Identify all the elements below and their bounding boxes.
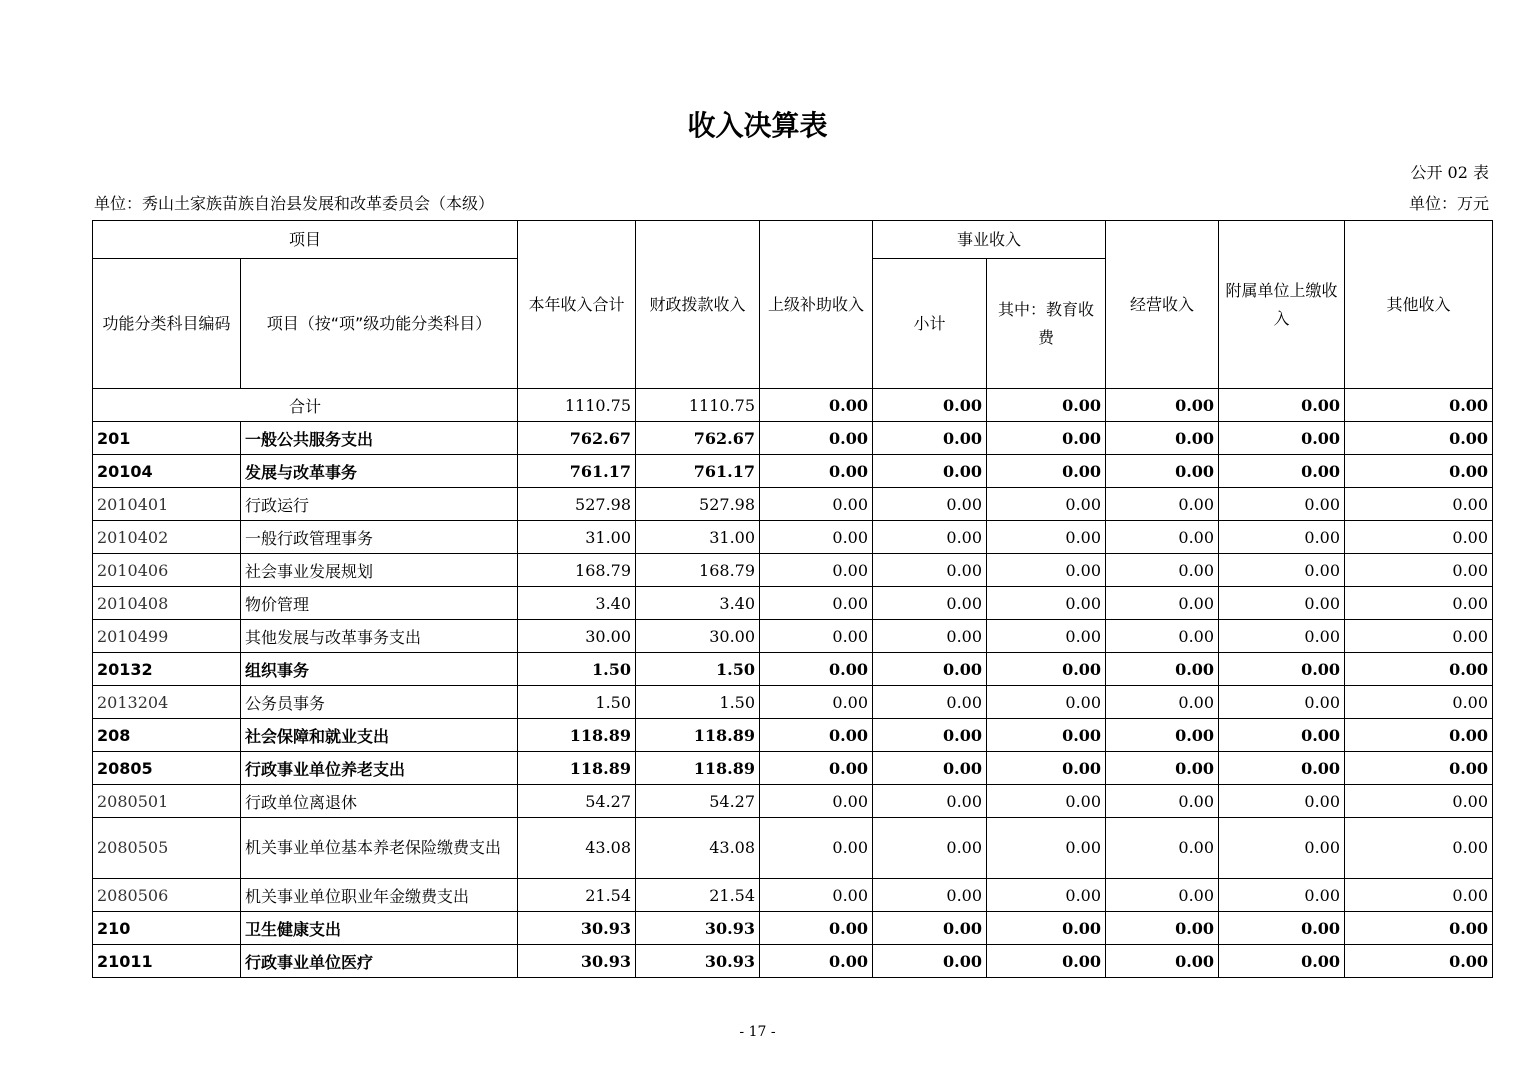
row-value: 0.00 bbox=[760, 521, 873, 554]
header-func-code: 功能分类科目编码 bbox=[93, 259, 241, 389]
header-affiliated: 附属单位上缴收入 bbox=[1219, 221, 1345, 389]
header-fiscal: 财政拨款收入 bbox=[636, 221, 760, 389]
total-cell: 0.00 bbox=[1106, 389, 1219, 422]
row-value: 0.00 bbox=[873, 422, 987, 455]
row-value: 0.00 bbox=[1219, 719, 1345, 752]
row-value: 0.00 bbox=[1106, 879, 1219, 912]
row-value: 0.00 bbox=[1219, 587, 1345, 620]
row-value: 0.00 bbox=[873, 719, 987, 752]
table-row bbox=[93, 785, 1493, 818]
row-value: 30.93 bbox=[636, 945, 760, 978]
row-value: 0.00 bbox=[760, 785, 873, 818]
row-value: 0.00 bbox=[1345, 818, 1493, 879]
row-value: 0.00 bbox=[1345, 752, 1493, 785]
table-row bbox=[93, 587, 1493, 620]
row-value: 0.00 bbox=[1345, 686, 1493, 719]
row-code: 201 bbox=[93, 422, 241, 455]
row-value: 0.00 bbox=[1106, 945, 1219, 978]
table-row bbox=[93, 620, 1493, 653]
currency-unit: 单位：万元 bbox=[1408, 194, 1489, 213]
total-label: 合计 bbox=[93, 389, 518, 422]
row-value: 0.00 bbox=[760, 945, 873, 978]
header-total: 本年收入合计 bbox=[518, 221, 636, 389]
row-value: 0.00 bbox=[1106, 620, 1219, 653]
row-value: 0.00 bbox=[987, 653, 1106, 686]
row-name: 社会保障和就业支出 bbox=[241, 719, 518, 752]
row-value: 0.00 bbox=[1219, 455, 1345, 488]
row-value: 0.00 bbox=[1106, 554, 1219, 587]
row-value: 30.93 bbox=[518, 912, 636, 945]
row-code: 2010499 bbox=[93, 620, 241, 653]
row-value: 31.00 bbox=[518, 521, 636, 554]
row-value: 0.00 bbox=[760, 488, 873, 521]
row-value: 0.00 bbox=[1219, 686, 1345, 719]
row-value: 0.00 bbox=[873, 912, 987, 945]
row-name: 机关事业单位职业年金缴费支出 bbox=[241, 879, 518, 912]
row-value: 0.00 bbox=[1106, 912, 1219, 945]
row-name: 行政运行 bbox=[241, 488, 518, 521]
total-cell: 1110.75 bbox=[518, 389, 636, 422]
row-value: 0.00 bbox=[987, 488, 1106, 521]
row-value: 0.00 bbox=[1219, 620, 1345, 653]
table-row bbox=[93, 818, 1493, 879]
row-value: 0.00 bbox=[760, 752, 873, 785]
table-row bbox=[93, 752, 1493, 785]
row-value: 118.89 bbox=[518, 719, 636, 752]
total-cell: 0.00 bbox=[873, 389, 987, 422]
row-value: 0.00 bbox=[1219, 785, 1345, 818]
table-row bbox=[93, 686, 1493, 719]
row-value: 3.40 bbox=[636, 587, 760, 620]
row-value: 0.00 bbox=[987, 752, 1106, 785]
row-value: 0.00 bbox=[873, 785, 987, 818]
row-value: 0.00 bbox=[873, 686, 987, 719]
row-value: 0.00 bbox=[760, 455, 873, 488]
table-row bbox=[93, 879, 1493, 912]
row-value: 0.00 bbox=[873, 554, 987, 587]
row-value: 118.89 bbox=[518, 752, 636, 785]
table-row bbox=[93, 912, 1493, 945]
row-name: 一般行政管理事务 bbox=[241, 521, 518, 554]
table-row bbox=[93, 422, 1493, 455]
row-value: 43.08 bbox=[636, 818, 760, 879]
total-cell: 0.00 bbox=[1219, 389, 1345, 422]
total-row bbox=[93, 389, 1493, 422]
row-value: 0.00 bbox=[1106, 752, 1219, 785]
row-value: 0.00 bbox=[873, 752, 987, 785]
row-value: 0.00 bbox=[1219, 945, 1345, 978]
row-value: 0.00 bbox=[1345, 912, 1493, 945]
table-row bbox=[93, 455, 1493, 488]
row-value: 0.00 bbox=[987, 521, 1106, 554]
header-subtotal: 小计 bbox=[873, 259, 987, 389]
row-value: 0.00 bbox=[1219, 818, 1345, 879]
row-value: 0.00 bbox=[760, 554, 873, 587]
row-name: 行政事业单位养老支出 bbox=[241, 752, 518, 785]
row-value: 0.00 bbox=[873, 455, 987, 488]
form-number: 公开 02 表 bbox=[1410, 163, 1489, 182]
header-business: 事业收入 bbox=[873, 221, 1106, 259]
row-value: 21.54 bbox=[518, 879, 636, 912]
row-value: 0.00 bbox=[760, 818, 873, 879]
row-value: 30.93 bbox=[518, 945, 636, 978]
row-value: 31.00 bbox=[636, 521, 760, 554]
row-value: 0.00 bbox=[987, 719, 1106, 752]
row-name: 社会事业发展规划 bbox=[241, 554, 518, 587]
row-value: 0.00 bbox=[760, 719, 873, 752]
row-value: 0.00 bbox=[987, 422, 1106, 455]
row-code: 20104 bbox=[93, 455, 241, 488]
row-value: 0.00 bbox=[987, 554, 1106, 587]
row-code: 21011 bbox=[93, 945, 241, 978]
row-code: 2010402 bbox=[93, 521, 241, 554]
row-value: 0.00 bbox=[873, 488, 987, 521]
row-value: 0.00 bbox=[1219, 521, 1345, 554]
table-row bbox=[93, 554, 1493, 587]
row-value: 168.79 bbox=[518, 554, 636, 587]
row-value: 118.89 bbox=[636, 719, 760, 752]
row-value: 0.00 bbox=[1219, 879, 1345, 912]
header-item-name: 项目（按“项”级功能分类科目） bbox=[241, 259, 518, 389]
row-value: 0.00 bbox=[1106, 653, 1219, 686]
row-value: 0.00 bbox=[1219, 422, 1345, 455]
row-value: 0.00 bbox=[760, 879, 873, 912]
row-value: 762.67 bbox=[636, 422, 760, 455]
row-code: 210 bbox=[93, 912, 241, 945]
row-value: 0.00 bbox=[760, 653, 873, 686]
row-name: 行政事业单位医疗 bbox=[241, 945, 518, 978]
row-name: 组织事务 bbox=[241, 653, 518, 686]
row-name: 机关事业单位基本养老保险缴费支出 bbox=[241, 818, 518, 879]
row-value: 0.00 bbox=[987, 879, 1106, 912]
row-value: 0.00 bbox=[1106, 455, 1219, 488]
row-value: 0.00 bbox=[873, 818, 987, 879]
row-value: 0.00 bbox=[1345, 879, 1493, 912]
row-name: 卫生健康支出 bbox=[241, 912, 518, 945]
row-value: 0.00 bbox=[1345, 945, 1493, 978]
row-code: 2080501 bbox=[93, 785, 241, 818]
table-row bbox=[93, 521, 1493, 554]
row-value: 0.00 bbox=[760, 620, 873, 653]
total-cell: 0.00 bbox=[1345, 389, 1493, 422]
row-value: 0.00 bbox=[1219, 488, 1345, 521]
row-value: 0.00 bbox=[873, 879, 987, 912]
row-name: 行政单位离退休 bbox=[241, 785, 518, 818]
header-education: 其中：教育收费 bbox=[987, 259, 1106, 389]
row-value: 0.00 bbox=[1345, 719, 1493, 752]
table-row bbox=[93, 488, 1493, 521]
header-superior: 上级补助收入 bbox=[760, 221, 873, 389]
row-value: 43.08 bbox=[518, 818, 636, 879]
row-code: 2080505 bbox=[93, 818, 241, 879]
row-value: 118.89 bbox=[636, 752, 760, 785]
total-cell: 0.00 bbox=[760, 389, 873, 422]
row-value: 1.50 bbox=[636, 686, 760, 719]
row-value: 0.00 bbox=[1345, 455, 1493, 488]
row-value: 0.00 bbox=[1106, 719, 1219, 752]
row-value: 527.98 bbox=[518, 488, 636, 521]
row-value: 0.00 bbox=[760, 686, 873, 719]
row-value: 0.00 bbox=[1106, 818, 1219, 879]
row-code: 20132 bbox=[93, 653, 241, 686]
row-code: 2013204 bbox=[93, 686, 241, 719]
row-code: 2010406 bbox=[93, 554, 241, 587]
row-code: 2010401 bbox=[93, 488, 241, 521]
row-value: 0.00 bbox=[1345, 488, 1493, 521]
row-name: 公务员事务 bbox=[241, 686, 518, 719]
row-value: 0.00 bbox=[1106, 587, 1219, 620]
row-name: 发展与改革事务 bbox=[241, 455, 518, 488]
row-value: 30.00 bbox=[636, 620, 760, 653]
row-value: 761.17 bbox=[636, 455, 760, 488]
row-value: 0.00 bbox=[1345, 620, 1493, 653]
row-value: 21.54 bbox=[636, 879, 760, 912]
row-value: 0.00 bbox=[1219, 912, 1345, 945]
header-other: 其他收入 bbox=[1345, 221, 1493, 389]
row-value: 0.00 bbox=[873, 945, 987, 978]
row-value: 0.00 bbox=[1106, 521, 1219, 554]
table-row bbox=[93, 945, 1493, 978]
page-number: - 17 - bbox=[739, 1024, 776, 1040]
header-project: 项目 bbox=[93, 221, 518, 259]
row-value: 54.27 bbox=[518, 785, 636, 818]
row-value: 0.00 bbox=[1219, 653, 1345, 686]
row-value: 0.00 bbox=[1219, 752, 1345, 785]
row-value: 0.00 bbox=[987, 818, 1106, 879]
row-value: 0.00 bbox=[1106, 785, 1219, 818]
row-value: 0.00 bbox=[760, 587, 873, 620]
row-value: 3.40 bbox=[518, 587, 636, 620]
row-value: 0.00 bbox=[1219, 554, 1345, 587]
row-value: 1.50 bbox=[518, 653, 636, 686]
row-code: 208 bbox=[93, 719, 241, 752]
row-value: 0.00 bbox=[873, 653, 987, 686]
row-name: 物价管理 bbox=[241, 587, 518, 620]
row-code: 20805 bbox=[93, 752, 241, 785]
header-operating: 经营收入 bbox=[1106, 221, 1219, 389]
row-value: 1.50 bbox=[518, 686, 636, 719]
row-value: 0.00 bbox=[873, 521, 987, 554]
row-value: 0.00 bbox=[987, 912, 1106, 945]
page-title: 收入决算表 bbox=[687, 109, 828, 142]
organization-unit: 单位：秀山土家族苗族自治县发展和改革委员会（本级） bbox=[94, 194, 495, 213]
row-value: 0.00 bbox=[760, 912, 873, 945]
row-value: 1.50 bbox=[636, 653, 760, 686]
row-value: 0.00 bbox=[873, 587, 987, 620]
table-row bbox=[93, 719, 1493, 752]
total-cell: 0.00 bbox=[987, 389, 1106, 422]
row-value: 0.00 bbox=[987, 587, 1106, 620]
row-value: 0.00 bbox=[987, 945, 1106, 978]
row-value: 0.00 bbox=[1106, 488, 1219, 521]
row-name: 其他发展与改革事务支出 bbox=[241, 620, 518, 653]
total-cell: 1110.75 bbox=[636, 389, 760, 422]
row-value: 54.27 bbox=[636, 785, 760, 818]
row-value: 0.00 bbox=[987, 620, 1106, 653]
income-table bbox=[92, 220, 1493, 978]
row-value: 0.00 bbox=[987, 785, 1106, 818]
row-value: 0.00 bbox=[1106, 686, 1219, 719]
row-value: 0.00 bbox=[987, 455, 1106, 488]
row-value: 0.00 bbox=[760, 422, 873, 455]
row-value: 0.00 bbox=[1345, 422, 1493, 455]
row-value: 0.00 bbox=[1345, 785, 1493, 818]
row-value: 0.00 bbox=[1345, 521, 1493, 554]
row-value: 0.00 bbox=[1106, 422, 1219, 455]
row-value: 0.00 bbox=[1345, 554, 1493, 587]
row-value: 527.98 bbox=[636, 488, 760, 521]
row-value: 30.00 bbox=[518, 620, 636, 653]
row-value: 0.00 bbox=[1345, 653, 1493, 686]
row-value: 0.00 bbox=[873, 620, 987, 653]
row-name: 一般公共服务支出 bbox=[241, 422, 518, 455]
row-value: 0.00 bbox=[1345, 587, 1493, 620]
row-value: 0.00 bbox=[987, 686, 1106, 719]
table-row bbox=[93, 653, 1493, 686]
row-code: 2080506 bbox=[93, 879, 241, 912]
row-value: 168.79 bbox=[636, 554, 760, 587]
row-value: 762.67 bbox=[518, 422, 636, 455]
row-code: 2010408 bbox=[93, 587, 241, 620]
row-value: 761.17 bbox=[518, 455, 636, 488]
row-value: 30.93 bbox=[636, 912, 760, 945]
